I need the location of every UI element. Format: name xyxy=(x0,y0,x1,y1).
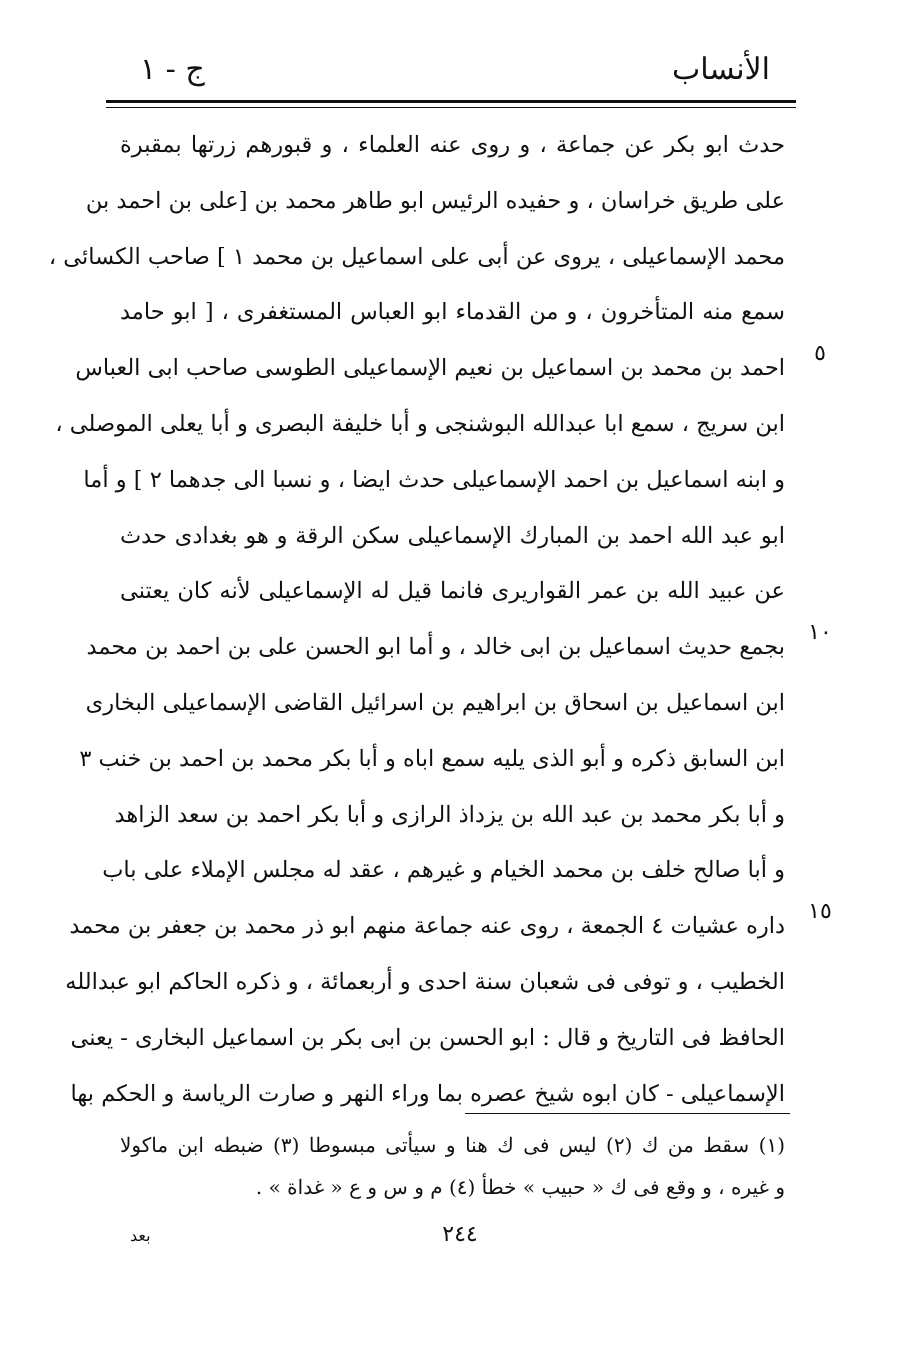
text-line: الحافظ فى التاريخ و قال : ابو الحسن بن ابى بكر بن اسماعيل البخارى - يعنى xyxy=(70,1024,785,1051)
running-header-volume: ج - ١ xyxy=(140,52,205,87)
footnotes xyxy=(120,1124,785,1208)
text-line: ابن السابق ذكره و أبو الذى يليه سمع اباه و أبا بكر محمد بن احمد بن خنب ٣ xyxy=(79,745,785,772)
running-header-title: الأنساب xyxy=(672,52,770,87)
text-line: على طريق خراسان ، و حفيده الرئيس ابو طاهر محمد بن [على بن احمد بن xyxy=(85,187,785,214)
page-number: ٢٤٤ xyxy=(442,1222,478,1247)
header-rule-thin xyxy=(106,107,796,108)
text-line: احمد بن محمد بن اسماعيل بن نعيم الإسماعيلى الطوسى صاحب ابى العباس xyxy=(75,355,785,382)
text-line: الخطيب ، و توفى فى شعبان سنة احدى و أربعمائة ، و ذكره الحاكم ابو عبدالله xyxy=(65,968,785,995)
catchword: بعد xyxy=(130,1226,151,1245)
line-number-5: ٥ xyxy=(814,341,826,366)
main-text xyxy=(48,118,785,1122)
text-line: محمد الإسماعيلى ، يروى عن أبى على اسماعيل بن محمد ١ ] صاحب الكسائى ، xyxy=(48,243,785,270)
text-line: عن عبيد الله بن عمر القواريرى فانما قيل له الإسماعيلى لأنه كان يعتنى xyxy=(120,578,785,605)
footnote-rule xyxy=(465,1113,790,1114)
text-line: ابن اسماعيل بن اسحاق بن ابراهيم بن اسرائيل القاضى الإسماعيلى البخارى xyxy=(85,689,785,716)
header-rule-thick xyxy=(106,100,796,103)
line-number-10: ١٠ xyxy=(808,620,832,645)
footnote-line: (١) سقط من ك (٢) ليس فى ك هنا و سيأتى مبسوطا (٣) ضبطه ابن ماكولا xyxy=(120,1133,785,1157)
text-line: الإسماعيلى - كان ابوه شيخ عصره بما وراء النهر و صارت الرياسة و الحكم بها xyxy=(70,1080,785,1107)
text-line: سمع منه المتأخرون ، و من القدماء ابو العباس المستغفرى ، [ ابو حامد xyxy=(120,299,785,326)
text-line: حدث ابو بكر عن جماعة ، و روى عنه العلماء ، و قبورهم زرتها بمقبرة xyxy=(120,132,785,158)
text-line: ابن سريج ، سمع ابا عبدالله البوشنجى و أبا خليفة البصرى و أبا يعلى الموصلى ، xyxy=(55,410,785,437)
text-line: ابو عبد الله احمد بن المبارك الإسماعيلى سكن الرقة و هو بغدادى حدث xyxy=(120,522,785,549)
text-line: داره عشيات ٤ الجمعة ، روى عنه جماعة منهم ابو ذر محمد بن جعفر بن محمد xyxy=(69,913,785,940)
text-line: و ابنه اسماعيل بن احمد الإسماعيلى حدث ايضا ، و نسبا الى جدهما ٢ ] و أما xyxy=(83,466,785,493)
line-number-15: ١٥ xyxy=(808,899,832,924)
text-line: بجمع حديث اسماعيل بن ابى خالد ، و أما ابو الحسن على بن احمد بن محمد xyxy=(86,634,785,661)
text-line: و أبا صالح خلف بن محمد الخيام و غيرهم ، عقد له مجلس الإملاء على باب xyxy=(102,857,785,884)
footnote-line: و غيره ، و وقع فى ك « حبيب » خطأ (٤) م و س و ع « غداة » . xyxy=(255,1175,785,1199)
text-line: و أبا بكر محمد بن عبد الله بن يزداذ الرازى و أبا بكر احمد بن سعد الزاهد xyxy=(114,801,785,828)
